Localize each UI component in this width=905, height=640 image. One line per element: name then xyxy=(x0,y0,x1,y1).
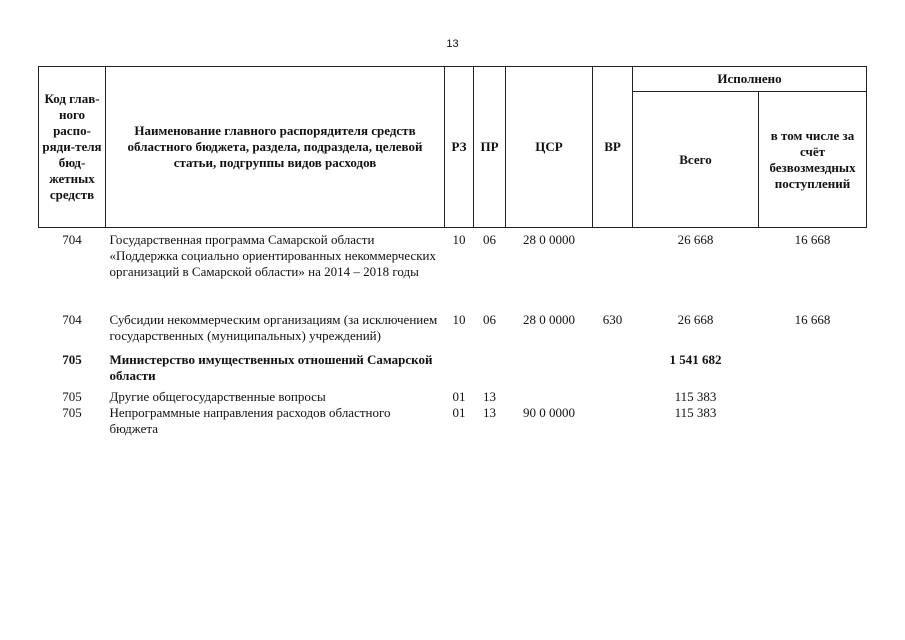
cell-csr: 28 0 0000 xyxy=(523,312,575,327)
header-name: Наименование главного распорядителя средств областного бюджета, раздела, подраздела, целевой статьи, подгруппы видов расходов xyxy=(106,67,445,228)
cell-name: Другие общегосударственные вопросы xyxy=(109,389,326,404)
table-row xyxy=(39,228,867,313)
cell-vr xyxy=(593,228,633,313)
cell-pr: 06 xyxy=(483,312,496,327)
cell-code: 705 xyxy=(62,389,82,404)
cell-name: Государственная программа Самарской области «Поддержка социально ориентированных некоммерческих организаций в Самарской области» на 2014 – 2018 годы xyxy=(109,232,436,279)
cell-rz: 10 xyxy=(452,312,466,327)
budget-expenditure-table xyxy=(38,66,867,437)
header-total: Всего xyxy=(633,92,759,228)
cell-total: 26 668 xyxy=(677,232,714,247)
cell-free: 16 668 xyxy=(794,312,831,327)
cell-rz: 01 xyxy=(452,389,466,404)
cell-csr xyxy=(506,384,593,405)
cell-pr xyxy=(474,344,506,384)
cell-pr: 13 xyxy=(483,389,496,404)
cell-total: 115 383 xyxy=(674,389,717,404)
cell-total: 26 668 xyxy=(677,312,714,327)
table-row xyxy=(39,312,867,344)
table-row xyxy=(39,384,867,405)
cell-vr xyxy=(593,344,633,384)
cell-name: Субсидии некоммерческим организациям (за исключением государственных (муниципальных) учреждений) xyxy=(109,312,438,343)
cell-pr: 06 xyxy=(483,232,496,247)
header-rz: РЗ xyxy=(445,67,474,228)
cell-rz: 10 xyxy=(452,232,466,247)
cell-code: 704 xyxy=(62,232,82,247)
header-pr: ПР xyxy=(474,67,506,228)
table-row xyxy=(39,405,867,437)
cell-name: Непрограммные направления расходов областного бюджета xyxy=(109,405,391,436)
cell-pr: 13 xyxy=(483,405,496,420)
cell-free: 16 668 xyxy=(794,232,831,247)
cell-name: Министерство имущественных отношений Самарской области xyxy=(109,352,433,383)
header-code: Код глав-ного распо-ряди-теля бюд-жетных средств xyxy=(39,67,106,228)
cell-csr: 90 0 0000 xyxy=(523,405,575,420)
cell-vr xyxy=(593,384,633,405)
header-csr: ЦСР xyxy=(506,67,593,228)
header-vr: ВР xyxy=(593,67,633,228)
cell-total: 1 541 682 xyxy=(669,352,722,367)
cell-csr xyxy=(506,344,593,384)
cell-vr xyxy=(593,405,633,437)
cell-rz xyxy=(445,344,474,384)
cell-code: 705 xyxy=(62,405,82,420)
cell-total: 115 383 xyxy=(674,405,717,420)
cell-free xyxy=(759,405,867,437)
table-row xyxy=(39,344,867,384)
cell-code: 704 xyxy=(62,312,82,327)
cell-free xyxy=(759,344,867,384)
cell-vr: 630 xyxy=(602,312,623,327)
cell-csr: 28 0 0000 xyxy=(523,232,575,247)
header-free: в том числе за счёт безвозмездных поступлений xyxy=(759,92,867,228)
header-executed: Исполнено xyxy=(633,67,867,92)
cell-rz: 01 xyxy=(452,405,466,420)
cell-free xyxy=(759,384,867,405)
cell-code: 705 xyxy=(62,352,82,367)
page-number: 13 xyxy=(446,38,459,50)
